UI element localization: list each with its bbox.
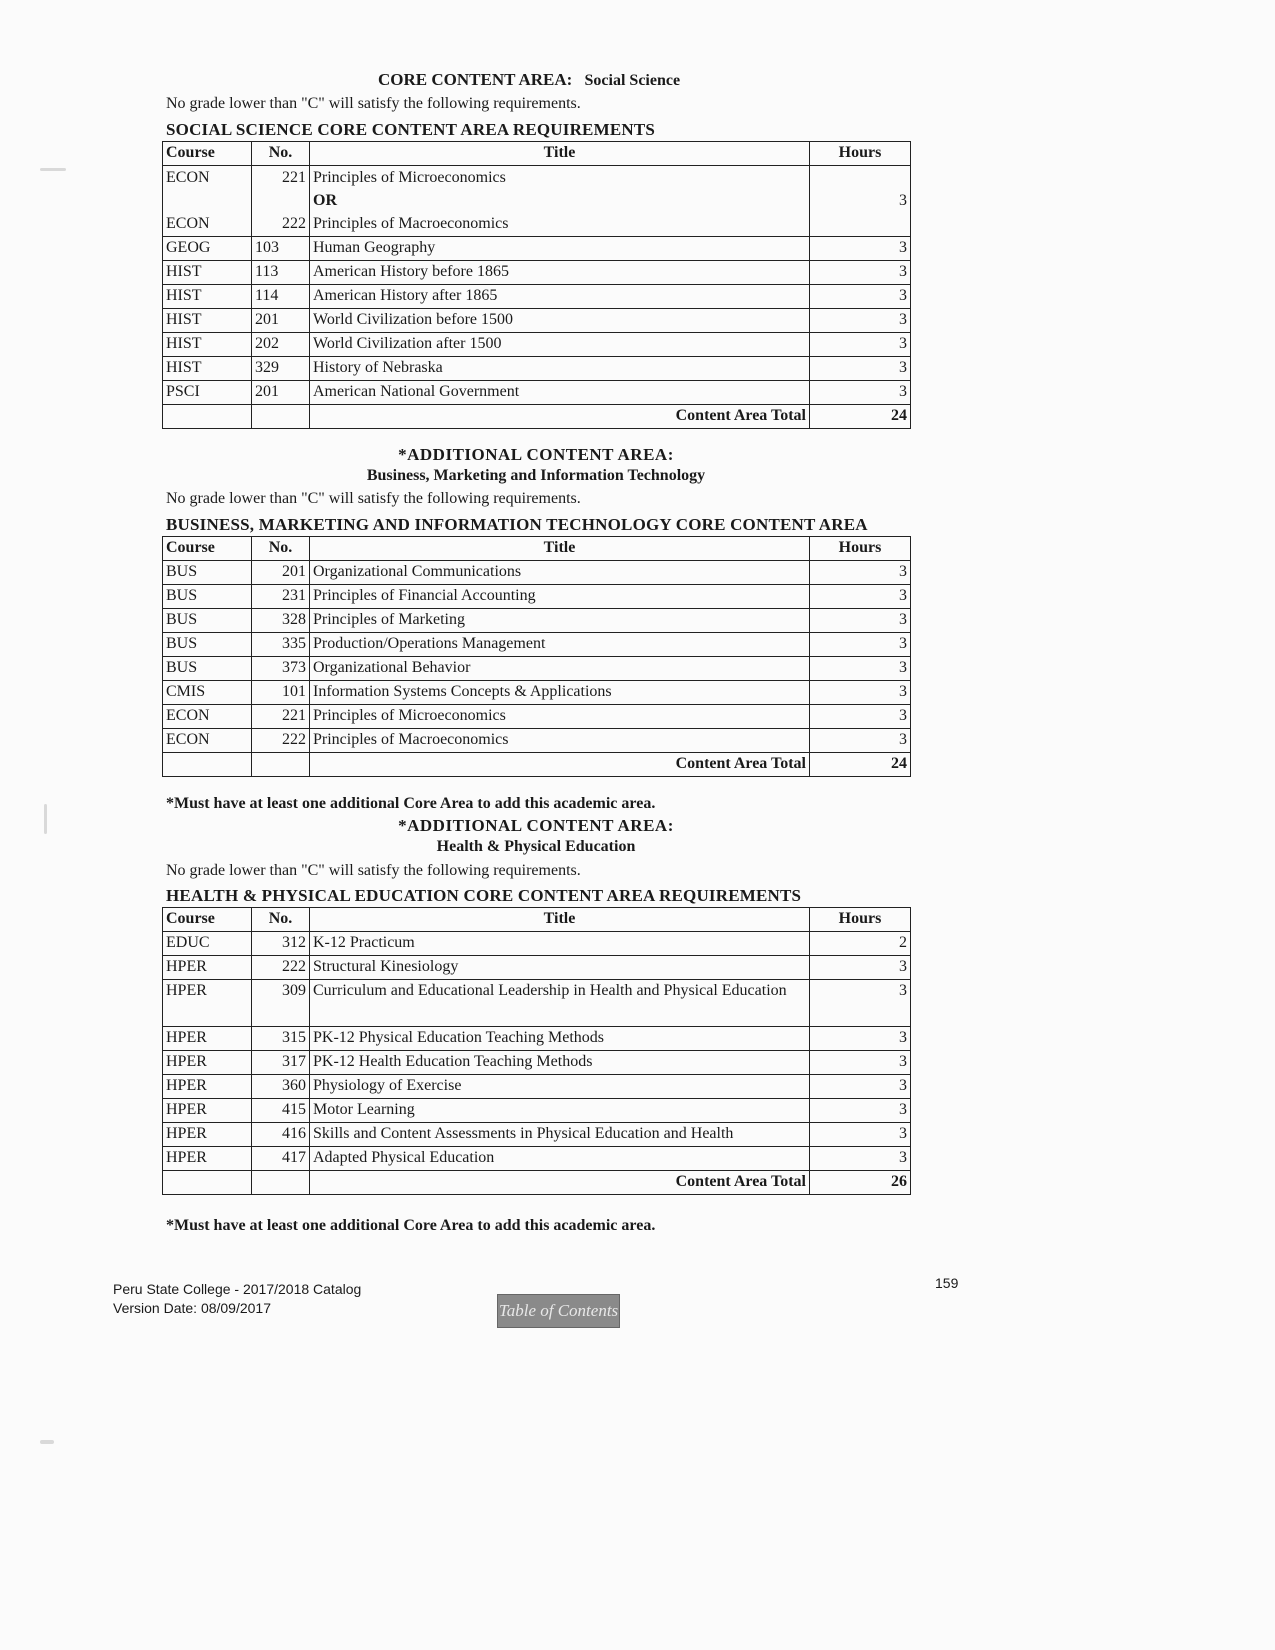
health-grade-note: No grade lower than "C" will satisfy the following requirements. (166, 862, 581, 879)
hours-cell: 3 (810, 1123, 911, 1147)
title-cell: American History before 1865 (310, 261, 810, 285)
number-cell: 201 (252, 309, 310, 333)
course-cell: BUS (163, 609, 252, 633)
hours-cell: 3 (810, 633, 911, 657)
no-header: No. (252, 142, 310, 166)
course-cell: ECON (163, 705, 252, 729)
table-row (163, 681, 911, 705)
table-row (163, 1027, 911, 1051)
course-cell: HPER (163, 1123, 252, 1147)
hours-cell: 3 (810, 705, 911, 729)
hours-cell: 3 (810, 1075, 911, 1099)
course-cell: HIST (163, 309, 252, 333)
table-row (163, 237, 911, 261)
title-cell: Skills and Content Assessments in Physical Education and Health (310, 1123, 810, 1147)
business-grade-note: No grade lower than "C" will satisfy the following requirements. (166, 490, 581, 507)
hours-cell: 3 (810, 1051, 911, 1075)
no-header: No. (252, 537, 310, 561)
title-cell: Organizational Behavior (310, 657, 810, 681)
title-cell: Production/Operations Management (310, 633, 810, 657)
social-table-title: SOCIAL SCIENCE CORE CONTENT AREA REQUIREMENTS (166, 120, 656, 139)
total-value: 24 (810, 405, 911, 429)
business-footnote: *Must have at least one additional Core Area to add this academic area. (166, 795, 656, 812)
title-cell: World Civilization before 1500 (310, 309, 810, 333)
course-cell (163, 166, 252, 237)
catalog-footer (113, 1280, 361, 1318)
social-requirements-table (162, 141, 911, 429)
hours-cell: 3 (810, 285, 911, 309)
title-cell: Curriculum and Educational Leadership in Health and Physical Education (310, 980, 810, 1027)
business-table-title: BUSINESS, MARKETING AND INFORMATION TECHNOLOGY CORE CONTENT AREA (166, 515, 868, 534)
table-header-row (163, 908, 911, 932)
social-heading-sub: Social Science (584, 72, 681, 89)
health-heading-main: *ADDITIONAL CONTENT AREA: (398, 816, 674, 835)
title-cell: History of Nebraska (310, 357, 810, 381)
hours-cell: 3 (810, 1147, 911, 1171)
page-number: 159 (935, 1275, 959, 1291)
business-heading-sub: Business, Marketing and Information Technology (366, 467, 706, 484)
business-heading-main: *ADDITIONAL CONTENT AREA: (398, 445, 674, 464)
title-cell: Physiology of Exercise (310, 1075, 810, 1099)
scan-mark (40, 1440, 54, 1444)
hours-cell: 3 (810, 585, 911, 609)
hours-cell: 3 (810, 1027, 911, 1051)
course-cell: HPER (163, 1099, 252, 1123)
title-cell: American History after 1865 (310, 285, 810, 309)
social-grade-note: No grade lower than "C" will satisfy the following requirements. (166, 95, 581, 112)
course-cell: BUS (163, 561, 252, 585)
number-cell: 373 (252, 657, 310, 681)
course-cell-first: ECON (166, 169, 210, 186)
title-cell: Organizational Communications (310, 561, 810, 585)
title-header: Title (310, 908, 810, 932)
total-label: Content Area Total (310, 1171, 810, 1195)
title-cell: American National Government (310, 381, 810, 405)
number-cell: 312 (252, 932, 310, 956)
catalog-name: Peru State College - 2017/2018 Catalog (113, 1281, 362, 1297)
table-row (163, 357, 911, 381)
hours-cell: 3 (810, 729, 911, 753)
table-row (163, 333, 911, 357)
title-cell: World Civilization after 1500 (310, 333, 810, 357)
hours-cell: 3 (810, 609, 911, 633)
total-row (163, 405, 911, 429)
title-cell (310, 166, 810, 237)
total-label: Content Area Total (310, 753, 810, 777)
no-header: No. (252, 908, 310, 932)
course-cell-second: ECON (166, 215, 210, 232)
hours-cell: 3 (810, 561, 911, 585)
hours-cell: 3 (810, 681, 911, 705)
title-cell: Adapted Physical Education (310, 1147, 810, 1171)
number-cell-second: 222 (282, 215, 306, 232)
table-row (163, 980, 911, 1027)
table-row (163, 705, 911, 729)
table-row (163, 1099, 911, 1123)
table-row-econ-choice (163, 166, 911, 237)
course-cell: HIST (163, 333, 252, 357)
business-requirements-table (162, 536, 911, 777)
course-cell: HPER (163, 1075, 252, 1099)
table-row (163, 1075, 911, 1099)
course-cell: HIST (163, 357, 252, 381)
hours-header: Hours (810, 908, 911, 932)
business-heading (162, 445, 910, 485)
number-cell: 317 (252, 1051, 310, 1075)
number-cell: 222 (252, 729, 310, 753)
title-cell: Motor Learning (310, 1099, 810, 1123)
course-header: Course (163, 537, 252, 561)
course-cell: HPER (163, 1051, 252, 1075)
hours-cell: 3 (810, 261, 911, 285)
number-cell: 309 (252, 980, 310, 1027)
version-date: Version Date: 08/09/2017 (113, 1300, 272, 1316)
number-cell: 101 (252, 681, 310, 705)
hours-cell: 3 (810, 166, 911, 237)
number-cell: 114 (252, 285, 310, 309)
table-row (163, 285, 911, 309)
course-header: Course (163, 908, 252, 932)
table-row (163, 381, 911, 405)
course-cell: GEOG (163, 237, 252, 261)
course-cell: HIST (163, 285, 252, 309)
table-row (163, 1123, 911, 1147)
title-cell: Principles of Macroeconomics (310, 729, 810, 753)
title-cell: K-12 Practicum (310, 932, 810, 956)
title-cell: Information Systems Concepts & Applications (310, 681, 810, 705)
course-cell: HIST (163, 261, 252, 285)
title-cell: Principles of Microeconomics (310, 705, 810, 729)
title-cell: Structural Kinesiology (310, 956, 810, 980)
health-heading (162, 816, 910, 856)
number-cell: 113 (252, 261, 310, 285)
hours-cell: 3 (810, 980, 911, 1027)
table-row (163, 1051, 911, 1075)
hours-cell: 3 (810, 1099, 911, 1123)
course-cell: PSCI (163, 381, 252, 405)
hours-cell: 3 (810, 381, 911, 405)
hours-cell: 3 (810, 657, 911, 681)
or-label: OR (313, 192, 337, 209)
hours-cell: 3 (810, 333, 911, 357)
course-cell: CMIS (163, 681, 252, 705)
table-row (163, 609, 911, 633)
table-row (163, 932, 911, 956)
number-cell: 315 (252, 1027, 310, 1051)
course-cell: BUS (163, 633, 252, 657)
total-label: Content Area Total (310, 405, 810, 429)
table-row (163, 561, 911, 585)
scan-mark (44, 804, 47, 834)
hours-cell: 2 (810, 932, 911, 956)
number-cell: 328 (252, 609, 310, 633)
title-cell: Principles of Marketing (310, 609, 810, 633)
health-requirements-table (162, 907, 911, 1195)
number-cell: 335 (252, 633, 310, 657)
title-cell-first: Principles of Microeconomics (313, 169, 506, 186)
number-cell (252, 166, 310, 237)
number-cell: 201 (252, 561, 310, 585)
hours-cell: 3 (810, 309, 911, 333)
course-header: Course (163, 142, 252, 166)
number-cell: 222 (252, 956, 310, 980)
hours-header: Hours (810, 142, 911, 166)
hours-header: Hours (810, 537, 911, 561)
number-cell: 221 (252, 705, 310, 729)
health-footnote: *Must have at least one additional Core Area to add this academic area. (166, 1217, 656, 1234)
scan-mark (40, 168, 66, 171)
title-header: Title (310, 142, 810, 166)
course-cell: EDUC (163, 932, 252, 956)
total-value: 24 (810, 753, 911, 777)
hours-cell: 3 (810, 237, 911, 261)
number-cell: 103 (252, 237, 310, 261)
number-cell: 329 (252, 357, 310, 381)
title-cell-second: Principles of Macroeconomics (313, 215, 509, 232)
hours-cell: 3 (810, 956, 911, 980)
course-cell: HPER (163, 956, 252, 980)
table-row (163, 657, 911, 681)
course-cell: HPER (163, 1027, 252, 1051)
course-cell: ECON (163, 729, 252, 753)
title-header: Title (310, 537, 810, 561)
table-row (163, 729, 911, 753)
number-cell: 231 (252, 585, 310, 609)
table-row (163, 956, 911, 980)
total-value: 26 (810, 1171, 911, 1195)
table-row (163, 633, 911, 657)
table-header-row (163, 142, 911, 166)
title-cell: Principles of Financial Accounting (310, 585, 810, 609)
number-cell: 415 (252, 1099, 310, 1123)
number-cell: 416 (252, 1123, 310, 1147)
social-heading (378, 70, 680, 90)
course-cell: BUS (163, 585, 252, 609)
course-cell: HPER (163, 1147, 252, 1171)
title-cell: PK-12 Physical Education Teaching Methods (310, 1027, 810, 1051)
table-row (163, 1147, 911, 1171)
table-row (163, 585, 911, 609)
table-header-row (163, 537, 911, 561)
total-row (163, 753, 911, 777)
number-cell-first: 221 (282, 169, 306, 186)
title-cell: PK-12 Health Education Teaching Methods (310, 1051, 810, 1075)
table-of-contents-button[interactable]: Table of Contents (497, 1294, 620, 1328)
number-cell: 201 (252, 381, 310, 405)
course-cell: BUS (163, 657, 252, 681)
health-table-title: HEALTH & PHYSICAL EDUCATION CORE CONTENT AREA REQUIREMENTS (166, 886, 802, 905)
table-row (163, 261, 911, 285)
course-cell: HPER (163, 980, 252, 1027)
number-cell: 202 (252, 333, 310, 357)
health-heading-sub: Health & Physical Education (436, 838, 636, 855)
total-row (163, 1171, 911, 1195)
title-cell: Human Geography (310, 237, 810, 261)
table-row (163, 309, 911, 333)
number-cell: 360 (252, 1075, 310, 1099)
social-heading-main: CORE CONTENT AREA: (378, 70, 573, 89)
number-cell: 417 (252, 1147, 310, 1171)
hours-cell: 3 (810, 357, 911, 381)
